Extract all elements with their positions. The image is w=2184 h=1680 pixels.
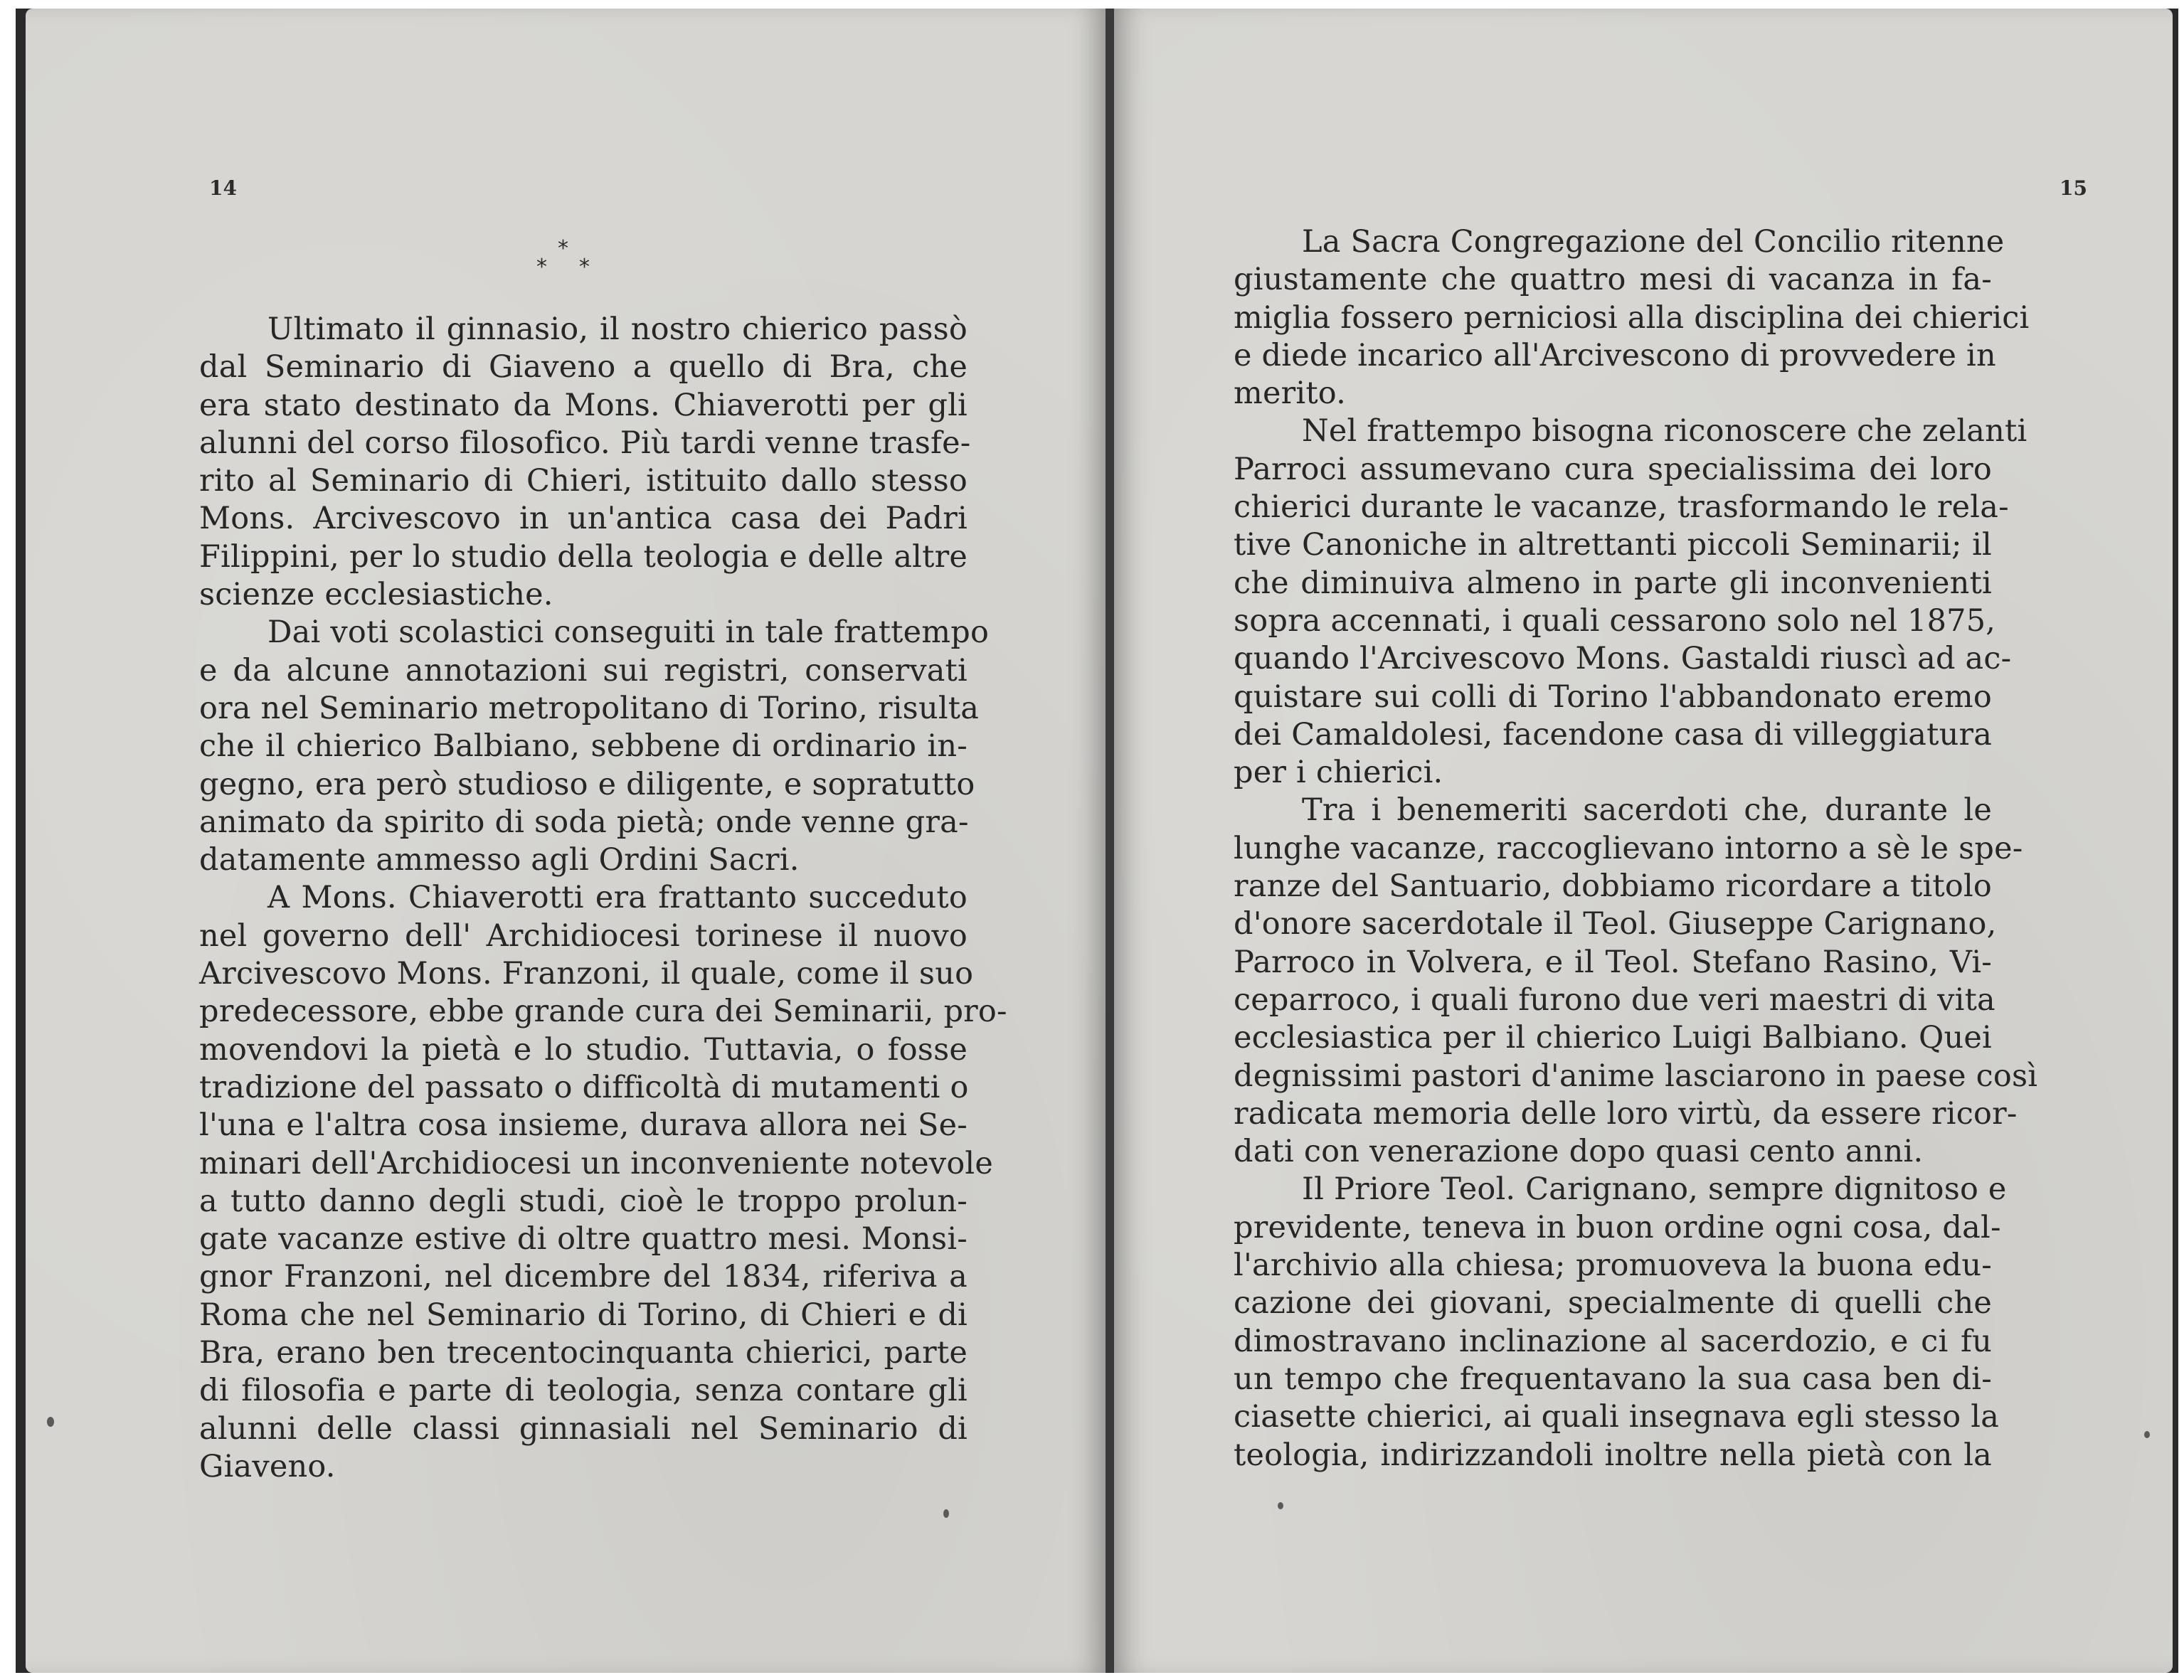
asterisk-left: * [536, 255, 547, 280]
text-line: Roma che nel Seminario di Torino, di Chieri e di [199, 1297, 968, 1333]
asterism-divider [524, 236, 609, 293]
text-line: radicata memoria delle loro virtù, da essere ricor- [1234, 1095, 2018, 1132]
right-page [1114, 9, 2173, 1673]
text-line: A Mons. Chiaverotti era frattanto succeduto [267, 880, 968, 916]
left-page-text [199, 311, 1007, 1486]
text-line: un tempo che frequentavano la sua casa ben di- [1234, 1361, 1992, 1397]
text-line: rito al Seminario di Chieri, istituito dallo stesso [199, 463, 968, 499]
text-line: miglia fossero perniciosi alla disciplina dei chierici [1234, 299, 2030, 336]
text-line: Arcivescovo Mons. Franzoni, il quale, come il suo [199, 956, 974, 992]
text-line: Giaveno. [199, 1448, 336, 1484]
text-line: a tutto danno degli studi, cioè le troppo prolun- [199, 1183, 968, 1219]
text-line: nel governo dell' Archidiocesi torinese il nuovo [199, 918, 968, 954]
text-line: lunghe vacanze, raccoglievano intorno a sè le spe- [1234, 830, 2023, 866]
text-line: gnor Franzoni, nel dicembre del 1834, riferiva a [199, 1259, 968, 1295]
paper-speck [1278, 1502, 1283, 1509]
asterisk-right: * [579, 255, 590, 280]
text-line: l'una e l'altra cosa insieme, durava allora nei Se- [199, 1107, 968, 1144]
text-line: ora nel Seminario metropolitano di Torino, risulta [199, 690, 980, 726]
text-line: dati con venerazione dopo quasi cento anni. [1234, 1134, 1924, 1170]
text-line: animato da spirito di soda pietà; onde venne gra- [199, 804, 969, 840]
text-line: Mons. Arcivescovo in un'antica casa dei Padri [199, 501, 968, 537]
text-line: giustamente che quattro mesi di vacanza in fa- [1234, 262, 1992, 298]
text-line: Parroco in Volvera, e il Teol. Stefano Rasino, Vi- [1234, 944, 1992, 980]
text-line: alunni del corso filosofico. Più tardi venne trasfe- [199, 425, 971, 461]
paper-speck [47, 1417, 54, 1427]
text-line: e diede incarico all'Arcivescono di provvedere in [1234, 337, 1996, 373]
text-line: Parroci assumevano cura specialissima dei loro [1234, 451, 1992, 487]
text-line: degnissimi pastori d'anime lasciarono in paese così [1234, 1058, 2038, 1094]
text-line: sopra accennati, i quali cessarono solo nel 1875, [1234, 602, 1996, 639]
text-line: ceparroco, i quali furono due veri maestri di vita [1234, 982, 1995, 1018]
text-line: dal Seminario di Giaveno a quello di Bra, che [199, 349, 968, 386]
text-line: Ultimato il ginnasio, il nostro chierico passò [267, 312, 968, 347]
text-line: quistare sui colli di Torino l'abbandonato eremo [1234, 679, 1992, 715]
text-line: dimostravano inclinazione al sacerdozio, e ci fu [1234, 1323, 1992, 1359]
text-line: Bra, erano ben trecentocinquanta chierici, parte [199, 1335, 968, 1371]
page-number-right: 15 [2060, 176, 2087, 200]
text-line: Tra i benemeriti sacerdoti che, durante le [1302, 792, 1992, 829]
text-line: previdente, teneva in buon ordine ogni cosa, dal- [1234, 1209, 2001, 1245]
text-line: ecclesiastica per il chierico Luigi Balbiano. Quei [1234, 1020, 1992, 1056]
text-line: dei Camaldolesi, facendone casa di villeggiatura [1234, 716, 1993, 753]
text-line: Nel frattempo bisogna riconoscere che zelanti [1302, 413, 2027, 450]
text-line: tive Canoniche in altrettanti piccoli Seminarii; il [1234, 527, 1992, 563]
text-line: teologia, indirizzandoli inoltre nella pietà con la [1234, 1437, 1992, 1473]
text-line: e da alcune annotazioni sui registri, conservati [199, 652, 968, 689]
text-line: di filosofia e parte di teologia, senza contare gli [199, 1373, 968, 1409]
paper-speck [2144, 1431, 2150, 1438]
text-line: gegno, era però studioso e diligente, e sopratutto [199, 766, 975, 802]
text-line: l'archivio alla chiesa; promuoveva la buona edu- [1234, 1248, 1992, 1284]
text-line: ciasette chierici, ai quali insegnava egli stesso la [1234, 1399, 2000, 1435]
text-line: merito. [1234, 376, 1347, 412]
text-line: era stato destinato da Mons. Chiaverotti per gli [199, 387, 968, 423]
text-line: che il chierico Balbiano, sebbene di ordinario in- [199, 728, 968, 765]
text-line: datamente ammesso agli Ordini Sacri. [199, 842, 800, 878]
asterisk-top: * [558, 236, 568, 261]
text-line: Filippini, per lo studio della teologia e delle altre [199, 538, 968, 575]
text-line: gate vacanze estive di oltre quattro mesi. Monsi- [199, 1221, 968, 1258]
book-spread [16, 9, 2178, 1673]
right-page-text [1234, 223, 2038, 1474]
text-line: d'onore sacerdotale il Teol. Giuseppe Carignano, [1234, 906, 1997, 942]
text-line: movendovi la pietà e lo studio. Tuttavia, o fosse [199, 1031, 968, 1068]
text-line: scienze ecclesiastiche. [199, 577, 553, 613]
text-line: cazione dei giovani, specialmente di quelli che [1234, 1285, 1992, 1322]
text-line: quando l'Arcivescovo Mons. Gastaldi riuscì ad ac- [1234, 641, 2012, 677]
left-page [26, 9, 1106, 1673]
text-line: tradizione del passato o difficoltà di mutamenti o [199, 1069, 969, 1105]
book-gutter [1106, 9, 1114, 1673]
text-line: Il Priore Teol. Carignano, sempre dignitoso e [1302, 1171, 2007, 1208]
text-line: Dai voti scolastici conseguiti in tale frattempo [267, 615, 990, 651]
text-line: alunni delle classi ginnasiali nel Seminario di [199, 1410, 968, 1447]
text-line: minari dell'Archidiocesi un inconveniente notevole [199, 1145, 994, 1181]
paper-speck [943, 1509, 949, 1518]
page-number-left: 14 [209, 176, 237, 200]
text-line: che diminuiva almeno in parte gli inconvenienti [1234, 565, 1992, 601]
text-line: per i chierici. [1234, 755, 1443, 791]
text-line: ranze del Santuario, dobbiamo ricordare a titolo [1234, 868, 1992, 905]
text-line: chierici durante le vacanze, trasformando le rela- [1234, 489, 2009, 526]
text-line: La Sacra Congregazione del Concilio ritenne [1302, 224, 2005, 260]
text-line: predecessore, ebbe grande cura dei Seminarii, pro- [199, 994, 1007, 1030]
